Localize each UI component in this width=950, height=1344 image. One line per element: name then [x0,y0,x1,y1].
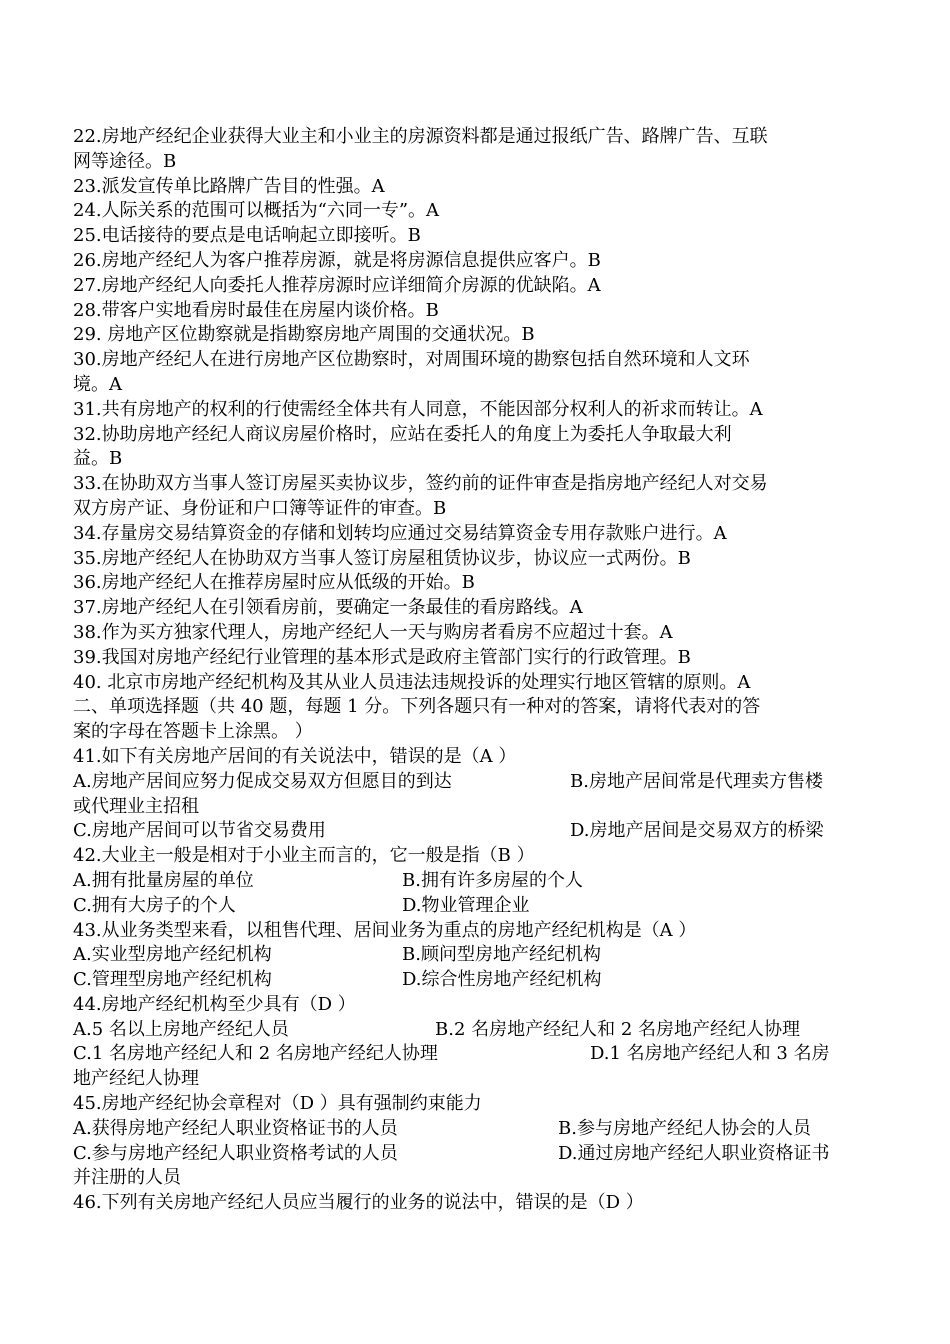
option-b: B.2 名房地产经纪人和 2 名房地产经纪人协理 [435,1018,801,1040]
option-d-cont: 地产经纪人协理 [73,1068,199,1090]
options-row [73,819,873,844]
option-c: C.1 名房地产经纪人和 2 名房地产经纪人协理 [73,1043,438,1065]
text-line: 26.房地产经纪人为客户推荐房源，就是将房源信息提供应客户。B [73,249,601,271]
section-heading: 二、单项选择题（共 40 题，每题 1 分。下列各题只有一种对的答案，请将代表对的答 [73,696,761,718]
question-stem: 43.从业务类型来看，以租售代理、居间业务为重点的房地产经纪机构是（A ） [73,919,697,941]
text-line: 23.派发宣传单比路牌广告目的性强。A [73,175,385,197]
text-line: 34.存量房交易结算资金的存储和划转均应通过交易结算资金专用存款账户进行。A [73,522,727,544]
question-stem: 44.房地产经纪机构至少具有（D ） [73,993,356,1015]
option-b: B.参与房地产经纪人协会的人员 [558,1117,811,1139]
options-row [73,943,873,968]
option-b: B.房地产居间常是代理卖方售楼 [570,770,823,792]
option-b: B.拥有许多房屋的个人 [402,869,583,891]
text-line: 36.房地产经纪人在推荐房屋时应从低级的开始。B [73,572,475,594]
option-d: D.通过房地产经纪人职业资格证书 [558,1142,830,1164]
text-line: 35.房地产经纪人在协助双方当事人签订房屋租赁协议步，协议应一式两份。B [73,547,691,569]
option-b: B.顾问型房地产经纪机构 [402,944,601,966]
option-a: A.5 名以上房地产经纪人员 [73,1018,289,1040]
text-line: 40. 北京市房地产经纪机构及其从业人员违法违规投诉的处理实行地区管辖的原则。A [73,671,751,693]
options-row [73,1117,873,1142]
text-line: 24.人际关系的范围可以概括为“六同一专”。A [73,200,440,222]
options-row [73,770,873,795]
text-line: 39.我国对房地产经纪行业管理的基本形式是政府主管部门实行的行政管理。B [73,646,691,668]
option-a: A.获得房地产经纪人职业资格证书的人员 [73,1117,398,1139]
question-stem: 45.房地产经纪协会章程对（D ）具有强制约束能力 [73,1093,482,1115]
text-line: 29. 房地产区位勘察就是指勘察房地产周围的交通状况。B [73,324,535,346]
options-row [73,1142,873,1167]
option-d: D.房地产居间是交易双方的桥梁 [570,820,824,842]
question-stem: 46.下列有关房地产经纪人员应当履行的业务的说法中，错误的是（D ） [73,1192,644,1214]
options-row [73,968,873,993]
option-d: D.1 名房地产经纪人和 3 名房 [590,1043,830,1065]
text-line: 28.带客户实地看房时最佳在房屋内谈价格。B [73,299,439,321]
option-a: A.拥有批量房屋的单位 [73,869,254,891]
options-row [73,1042,873,1067]
option-c: C.拥有大房子的个人 [73,894,236,916]
text-line: 25.电话接待的要点是电话响起立即接听。B [73,225,421,247]
option-c: C.房地产居间可以节省交易费用 [73,820,326,842]
text-line: 网等途径。B [73,150,177,172]
question-stem: 42.大业主一般是相对于小业主而言的，它一般是指（B ） [73,845,535,867]
text-line: 37.房地产经纪人在引领看房前，要确定一条最佳的看房路线。A [73,597,583,619]
question-stem: 41.如下有关房地产居间的有关说法中，错误的是（A ） [73,745,517,767]
section-heading-cont: 案的字母在答题卡上涂黑。 ） [73,721,313,743]
option-a: A.实业型房地产经纪机构 [73,944,272,966]
document-page [73,125,873,1216]
option-b-cont: 或代理业主招租 [73,795,199,817]
options-row [73,894,873,919]
text-line: 30.房地产经纪人在进行房地产区位勘察时，对周围环境的勘察包括自然环境和人文环 [73,349,750,371]
text-line: 益。B [73,448,123,470]
text-line: 22.房地产经纪企业获得大业主和小业主的房源资料都是通过报纸广告、路牌广告、互联 [73,126,768,147]
text-line: 31.共有房地产的权利的行使需经全体共有人同意，不能因部分权利人的祈求而转让。A [73,398,763,420]
options-row [73,869,873,894]
option-a: A.房地产居间应努力促成交易双方但愿目的到达 [73,770,452,792]
text-line: 境。A [73,373,122,395]
text-line: 33.在协助双方当事人签订房屋买卖协议步，签约前的证件审查是指房地产经纪人对交易 [73,473,768,495]
text-line: 32.协助房地产经纪人商议房屋价格时，应站在委托人的角度上为委托人争取最大利 [73,423,732,445]
text-line: 双方房产证、身份证和户口簿等证件的审查。B [73,497,447,519]
option-c: C.参与房地产经纪人职业资格考试的人员 [73,1142,398,1164]
option-d: D.物业管理企业 [402,894,530,916]
text-line: 27.房地产经纪人向委托人推荐房源时应详细简介房源的优缺陷。A [73,274,601,296]
option-d-cont: 并注册的人员 [73,1167,181,1189]
options-row [73,1018,873,1043]
option-c: C.管理型房地产经纪机构 [73,969,272,991]
option-d: D.综合性房地产经纪机构 [402,969,602,991]
text-line: 38.作为买方独家代理人，房地产经纪人一天与购房者看房不应超过十套。A [73,621,673,643]
